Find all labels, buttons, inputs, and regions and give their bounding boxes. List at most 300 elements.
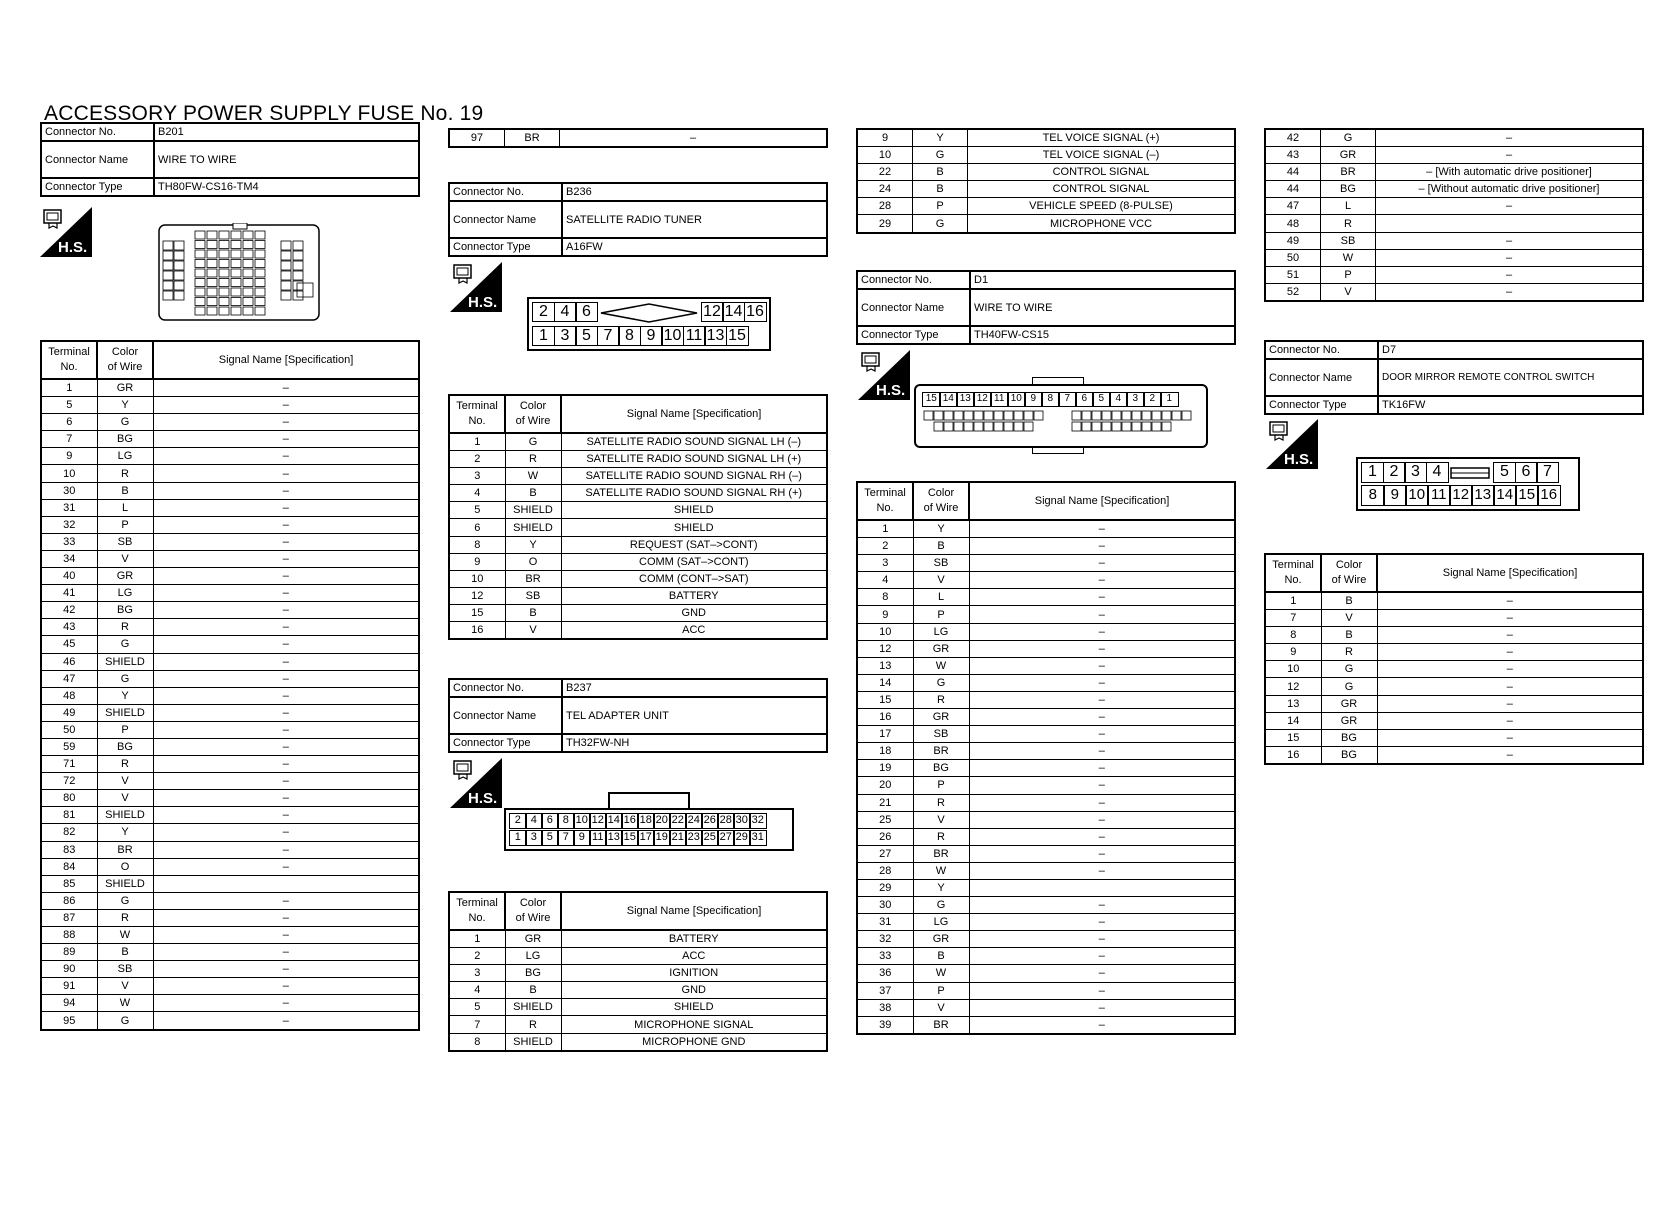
terminal-cell: 17 (857, 726, 913, 743)
signal-cell: – (969, 572, 1235, 589)
b201-cavity (207, 250, 217, 258)
terminal-cell: 7 (41, 431, 97, 448)
signal-cell: – (969, 691, 1235, 708)
b201-cavity (243, 307, 253, 315)
color-cell: G (1321, 661, 1377, 678)
terminal-cell: 16 (449, 622, 505, 640)
terminal-cell: 81 (41, 807, 97, 824)
signal-cell: MICROPHONE SIGNAL (561, 1016, 827, 1033)
b201-cavity (219, 250, 229, 258)
signal-cell: – (969, 948, 1235, 965)
connector-pin: 20 (653, 813, 671, 829)
signal-cell: COMM (CONT–>SAT) (561, 570, 827, 587)
d1-cavity (974, 411, 983, 420)
connector-pin: 22 (669, 813, 687, 829)
d1-cavity (994, 411, 1003, 420)
color-cell: G (97, 892, 153, 909)
signal-cell: – (1377, 712, 1643, 729)
signal-cell: TEL VOICE SIGNAL (+) (968, 129, 1236, 147)
signal-cell: – (153, 961, 419, 978)
label-connector-no: Connector No. (41, 123, 154, 141)
color-cell: BG (913, 760, 969, 777)
table-row (857, 828, 1235, 845)
table-row (41, 431, 419, 448)
color-cell: SB (1321, 232, 1376, 249)
header-terminal: Terminal No. (41, 341, 97, 379)
d1-cavity (1172, 411, 1181, 420)
terminal-cell: 31 (857, 914, 913, 931)
terminal-cell: 32 (857, 931, 913, 948)
terminal-cell: 22 (857, 164, 913, 181)
color-cell: Y (913, 520, 969, 538)
color-cell: GR (1321, 695, 1377, 712)
b201-continued-wrap (448, 128, 828, 148)
signal-cell: – (153, 516, 419, 533)
table-row (1265, 592, 1643, 610)
signal-cell: – (969, 794, 1235, 811)
b201-cavity (255, 250, 265, 258)
connector-b237-panel (448, 678, 828, 753)
terminal-cell: 6 (41, 414, 97, 431)
signal-cell: – (153, 704, 419, 721)
d1-cavity (1034, 411, 1043, 420)
signal-cell: CONTROL SIGNAL (968, 181, 1236, 198)
b201-cavity (195, 231, 205, 239)
table-row (449, 930, 827, 948)
table-row (857, 879, 1235, 896)
color-cell: G (1321, 129, 1376, 147)
color-cell: BR (97, 841, 153, 858)
connector-pin: 32 (749, 813, 767, 829)
signal-cell: IGNITION (561, 965, 827, 982)
connector-pin: 14 (605, 813, 623, 829)
d7-connector-diagram (1356, 457, 1580, 511)
connector-pin: 12 (1449, 485, 1473, 506)
table-row (1265, 232, 1643, 249)
terminal-cell: 4 (857, 572, 913, 589)
b201-cavity (207, 241, 217, 249)
d7-connector-no: D7 (1378, 341, 1643, 359)
color-cell: BR (913, 845, 969, 862)
color-cell: Y (505, 536, 561, 553)
table-row (41, 482, 419, 499)
table-row (449, 999, 827, 1016)
table-row (41, 738, 419, 755)
table-row (857, 129, 1235, 147)
d1-cavity (1024, 422, 1033, 431)
d1-cavity (964, 422, 973, 431)
b201-cavity (293, 261, 303, 270)
b201-cavity (219, 269, 229, 277)
b201-cavity (243, 231, 253, 239)
b201-cavity (219, 307, 229, 315)
connector-pin: 29 (733, 830, 751, 846)
b201-cavity (293, 281, 303, 290)
terminal-cell: 47 (1265, 198, 1321, 215)
signal-cell: – (153, 756, 419, 773)
signal-cell: – (969, 623, 1235, 640)
terminal-cell: 7 (1265, 610, 1321, 627)
d1-cavity (934, 411, 943, 420)
table-row (41, 824, 419, 841)
b201-cavity (243, 241, 253, 249)
color-cell: R (913, 828, 969, 845)
b201-connector-type: TH80FW-CS16-TM4 (154, 178, 419, 196)
connector-pin: 4 (554, 302, 577, 322)
terminal-cell: 72 (41, 773, 97, 790)
terminal-cell: 82 (41, 824, 97, 841)
table-row (449, 553, 827, 570)
connector-pin: 2 (532, 302, 555, 322)
terminal-cell: 50 (1265, 249, 1321, 266)
color-cell: SHIELD (97, 875, 153, 892)
connector-pin: 31 (749, 830, 767, 846)
d1-cavity (1152, 411, 1161, 420)
table-row (41, 414, 419, 431)
terminal-cell: 10 (41, 465, 97, 482)
signal-cell (969, 879, 1235, 896)
b201-connector-diagram (157, 223, 322, 323)
color-cell: P (97, 516, 153, 533)
b237-terminal-table: Terminal No. Color of Wire Signal Name [Specification] 1 GR BATTERY 2 LG ACC 3 BG IGNITION 4 B GND 5 SHIELD SHIELD 7 R MICROPHONE SIGNAL 8 SHIELD MICROPHONE GND (448, 891, 828, 1052)
table-row (1265, 695, 1643, 712)
signal-cell: – (153, 568, 419, 585)
d1-cavity (1024, 411, 1033, 420)
connector-pin: 10 (573, 813, 591, 829)
connector-pin: 2 (509, 813, 527, 829)
b237-info-table: Connector No. B237 Connector Name TEL ADAPTER UNIT Connector Type TH32FW-NH (448, 678, 828, 753)
color-cell: BR (913, 743, 969, 760)
connector-pin: 16 (621, 813, 639, 829)
signal-cell: MICROPHONE GND (561, 1033, 827, 1051)
color-cell: L (97, 499, 153, 516)
terminal-cell: 86 (41, 892, 97, 909)
terminal-cell: 49 (41, 704, 97, 721)
b201-cavity (231, 231, 241, 239)
connector-pin: 10 (661, 326, 684, 346)
color-cell: G (97, 670, 153, 687)
b201-cavity (231, 279, 241, 287)
color-cell: G (913, 897, 969, 914)
d1-cavity (994, 422, 1003, 431)
signal-cell: – (153, 927, 419, 944)
color-cell: B (913, 181, 968, 198)
terminal-cell: 44 (1265, 181, 1321, 198)
b201-terminal-table (40, 340, 420, 1031)
terminal-cell: 21 (857, 794, 913, 811)
signal-cell: – (969, 999, 1235, 1016)
connector-b201-panel (40, 122, 420, 197)
terminal-cell: 4 (449, 982, 505, 999)
terminal-cell: 13 (857, 657, 913, 674)
color-cell: GR (97, 379, 153, 397)
color-cell: G (913, 674, 969, 691)
table-row (1265, 129, 1643, 147)
color-cell: B (97, 944, 153, 961)
color-cell: BG (1321, 181, 1376, 198)
signal-cell: – (153, 1012, 419, 1030)
terminal-cell: 95 (41, 1012, 97, 1030)
connector-pin: 4 (1109, 392, 1128, 407)
connector-pin: 9 (573, 830, 591, 846)
color-cell: Y (913, 129, 968, 147)
color-cell: SB (913, 555, 969, 572)
d7-connector-type: TK16FW (1378, 396, 1643, 414)
d1-connector-no: D1 (970, 271, 1235, 289)
signal-cell: – (153, 738, 419, 755)
table-row (857, 931, 1235, 948)
signal-cell: – (1377, 592, 1643, 610)
color-cell: SB (913, 726, 969, 743)
terminal-cell: 48 (41, 687, 97, 704)
b201-cavity (195, 260, 205, 268)
d1-cavity (1014, 411, 1023, 420)
connector-pin: 7 (1058, 392, 1077, 407)
svg-text:H.S.: H.S. (468, 790, 498, 807)
table-row (41, 858, 419, 875)
terminal-cell: 25 (857, 811, 913, 828)
b201-cavity (255, 279, 265, 287)
color-cell: LG (97, 448, 153, 465)
signal-cell: – (969, 520, 1235, 538)
connector-pin: 11 (683, 326, 706, 346)
b201-cavity (174, 251, 184, 260)
signal-cell: – (153, 858, 419, 875)
color-cell: Y (97, 687, 153, 704)
table-row (1265, 215, 1643, 232)
d1-cavity (1092, 422, 1101, 431)
connector-pin: 27 (717, 830, 735, 846)
table-row (41, 944, 419, 961)
table-row (41, 585, 419, 602)
connector-pin: 2 (1143, 392, 1162, 407)
table-row (41, 619, 419, 636)
table-row (449, 604, 827, 621)
b237-connector-type: TH32FW-NH (562, 734, 827, 752)
terminal-cell: 88 (41, 927, 97, 944)
color-cell: W (97, 995, 153, 1012)
table-row (857, 897, 1235, 914)
table-row (857, 164, 1235, 181)
signal-cell: – (1376, 283, 1644, 301)
color-cell: B (913, 948, 969, 965)
b201-cavity (219, 260, 229, 268)
terminal-cell: 47 (41, 670, 97, 687)
connector-pin: 10 (1007, 392, 1026, 407)
b201-cavity (255, 269, 265, 277)
color-cell: G (97, 636, 153, 653)
b201-cavity (231, 307, 241, 315)
color-cell: B (1321, 627, 1377, 644)
terminal-cell: 46 (41, 653, 97, 670)
b201-cavity (231, 260, 241, 268)
b201-connector-name: WIRE TO WIRE (154, 141, 419, 178)
terminal-cell: 1 (857, 520, 913, 538)
connector-pin: 13 (1471, 485, 1495, 506)
b201-cavity (195, 279, 205, 287)
terminal-cell: 89 (41, 944, 97, 961)
table-row (1265, 283, 1643, 301)
table-row (41, 995, 419, 1012)
terminal-cell: 13 (1265, 695, 1321, 712)
table-row (857, 709, 1235, 726)
signal-cell: – (969, 589, 1235, 606)
table-row (41, 756, 419, 773)
signal-cell: – (153, 636, 419, 653)
d7-connector-name: DOOR MIRROR REMOTE CONTROL SWITCH (1378, 359, 1643, 396)
signal-cell (153, 875, 419, 892)
table-row (1265, 729, 1643, 746)
connector-pin: 17 (637, 830, 655, 846)
color-cell: R (505, 451, 561, 468)
hs-icon-b201 (40, 207, 92, 257)
b201-cavity (219, 298, 229, 306)
table-row (857, 948, 1235, 965)
table-row (449, 1016, 827, 1033)
b236-connector-diagram (527, 297, 771, 351)
terminal-cell: 40 (41, 568, 97, 585)
connector-pin: 1 (532, 326, 555, 346)
signal-cell: – (153, 465, 419, 482)
connector-pin: 13 (605, 830, 623, 846)
b201-cavity (195, 298, 205, 306)
table-row (41, 499, 419, 516)
table-row (449, 433, 827, 451)
color-cell: SHIELD (97, 704, 153, 721)
terminal-cell: 8 (449, 536, 505, 553)
d1-cavity (984, 422, 993, 431)
b237-continued-wrap (856, 128, 1236, 234)
terminal-cell: 5 (449, 502, 505, 519)
table-row (857, 623, 1235, 640)
color-cell: SHIELD (505, 519, 561, 536)
color-cell: P (913, 606, 969, 623)
signal-cell: – (969, 555, 1235, 572)
signal-cell: – (1377, 610, 1643, 627)
signal-cell: – (969, 828, 1235, 845)
b201-cavity (207, 288, 217, 296)
signal-cell: – (1376, 266, 1644, 283)
connector-pin: 12 (973, 392, 992, 407)
signal-cell: – (153, 687, 419, 704)
terminal-cell: 5 (41, 397, 97, 414)
d1-cavity (974, 422, 983, 431)
b236-connector-type: A16FW (562, 238, 827, 256)
terminal-cell: 34 (41, 550, 97, 567)
table-row (41, 516, 419, 533)
terminal-cell: 20 (857, 777, 913, 794)
signal-cell: – (153, 448, 419, 465)
color-cell: R (97, 756, 153, 773)
signal-cell: – (153, 379, 419, 397)
terminal-cell: 16 (1265, 746, 1321, 764)
b201-cavity (207, 307, 217, 315)
d1-cavity (944, 411, 953, 420)
signal-cell: BATTERY (561, 587, 827, 604)
table-row (857, 760, 1235, 777)
b201-cavity (195, 269, 205, 277)
d1-continued-wrap (1264, 128, 1644, 302)
d1-cavity (1142, 422, 1151, 431)
color-cell: G (97, 414, 153, 431)
color-cell: L (1321, 198, 1376, 215)
terminal-cell: 33 (857, 948, 913, 965)
signal-cell: – (153, 944, 419, 961)
signal-cell: – (153, 790, 419, 807)
connector-pin: 1 (1160, 392, 1179, 407)
connector-pin: 2 (1383, 462, 1406, 483)
connector-pin: 9 (640, 326, 663, 346)
b201-cavity (255, 288, 265, 296)
signal-cell: SHIELD (561, 519, 827, 536)
d1-small-pins (922, 410, 1192, 434)
d1-cavity (1004, 411, 1013, 420)
d1-cavity (1152, 422, 1161, 431)
connector-pin: 15 (922, 392, 941, 407)
table-row (857, 181, 1235, 198)
d1-cavity (1092, 411, 1101, 420)
table-row (1265, 610, 1643, 627)
terminal-cell: 59 (41, 738, 97, 755)
b201-terminal-table-wrap (40, 340, 420, 1031)
color-cell: SHIELD (505, 999, 561, 1016)
table-row (41, 704, 419, 721)
signal-cell: TEL VOICE SIGNAL (–) (968, 147, 1236, 164)
connector-pin: 5 (1493, 462, 1516, 483)
connector-pin: 8 (1041, 392, 1060, 407)
b201-cavity (231, 241, 241, 249)
table-row (449, 948, 827, 965)
color-cell: LG (913, 623, 969, 640)
terminal-cell: 12 (1265, 678, 1321, 695)
signal-cell: BATTERY (561, 930, 827, 948)
connector-pin: 9 (1024, 392, 1043, 407)
terminal-cell: 3 (449, 965, 505, 982)
color-cell: B (505, 982, 561, 999)
table-row (1265, 746, 1643, 764)
terminal-cell: 43 (1265, 147, 1321, 164)
table-row (857, 520, 1235, 538)
table-row (857, 811, 1235, 828)
signal-cell: – (1377, 746, 1643, 764)
signal-cell: – (969, 862, 1235, 879)
d1-cavity (1162, 422, 1171, 431)
signal-cell: – (1376, 129, 1644, 147)
color-cell: GR (1321, 712, 1377, 729)
terminal-cell: 2 (857, 538, 913, 555)
color-cell: Y (913, 879, 969, 896)
connector-pin: 11 (990, 392, 1009, 407)
terminal-cell: 48 (1265, 215, 1321, 232)
b201-cavity (163, 251, 173, 260)
b201-cavity (163, 291, 173, 300)
color-cell: B (505, 485, 561, 502)
terminal-cell: 32 (41, 516, 97, 533)
b201-cavity (174, 241, 184, 250)
color-cell: Y (97, 397, 153, 414)
color-cell: V (97, 550, 153, 567)
terminal-cell: 26 (857, 828, 913, 845)
table-row (857, 198, 1235, 215)
table-row (857, 777, 1235, 794)
terminal-cell: 12 (449, 587, 505, 604)
b201-cavity (255, 241, 265, 249)
b201-cavity (163, 281, 173, 290)
terminal-cell: 2 (449, 451, 505, 468)
connector-pin: 14 (722, 302, 745, 322)
terminal-cell: 30 (857, 897, 913, 914)
b236-connector-no: B236 (562, 183, 827, 201)
